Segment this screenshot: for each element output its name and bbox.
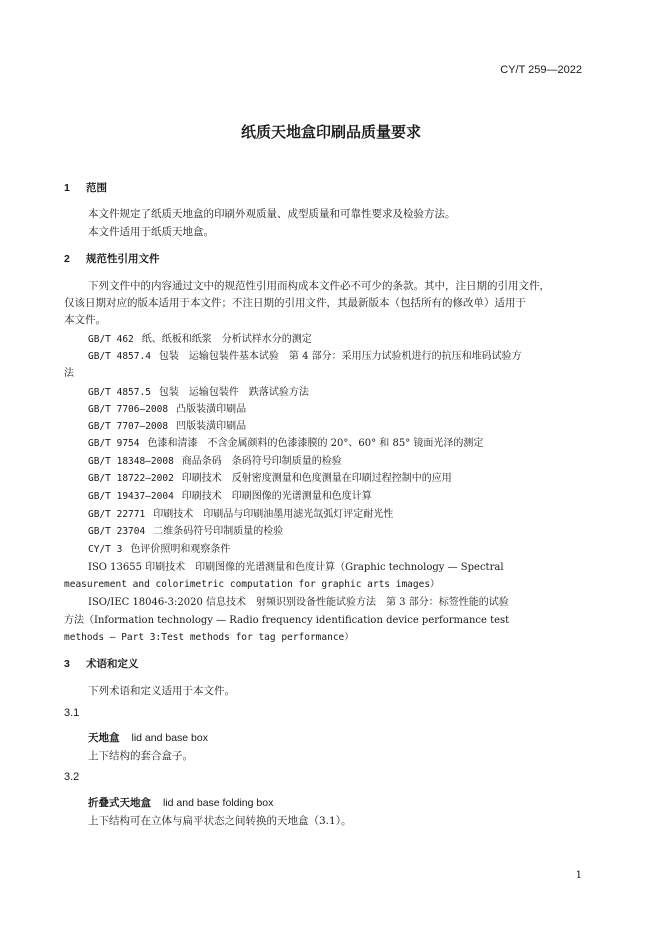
reference-item — [88, 347, 522, 362]
reference-title: 凸版装潢印刷品 — [176, 404, 247, 415]
reference-code: GB/T 18722—2002 — [88, 473, 174, 484]
term-en: lid and base folding box — [163, 797, 274, 809]
iso-18046-line-2: 方法（Information technology — Radio frequency identification device performance test — [64, 615, 510, 626]
reference-item — [88, 434, 483, 449]
normative-intro-line-2: 仅该日期对应的版本适用于本文件；不注日期的引用文件，其最新版本（包括所有的修改单）适用于 — [64, 297, 526, 309]
reference-code: GB/T 7706—2008 — [88, 404, 169, 415]
reference-title: 包装 运输包装件 跌落试验方法 — [158, 387, 309, 398]
reference-item — [88, 522, 283, 537]
reference-code: GB/T 4857.5 — [88, 387, 151, 398]
page-number: 1 — [575, 870, 582, 881]
reference-item — [88, 452, 342, 467]
reference-code: GB/T 462 — [88, 334, 134, 345]
term-number: 3.1 — [64, 707, 80, 719]
standard-code: CY/T 259—2022 — [500, 64, 582, 76]
reference-title: 包装 运输包装件基本试验 第 4 部分：采用压力试验机进行的抗压和堆码试验方 — [158, 351, 522, 362]
reference-item — [88, 400, 246, 415]
normative-intro-line-1: 下列文件中的内容通过文中的规范性引用而构成本文件必不可少的条款。其中，注日期的引用文件， — [88, 280, 550, 292]
reference-title: 纸、纸板和纸浆 分析试样水分的测定 — [141, 334, 312, 345]
section-number: 3 — [64, 658, 70, 670]
section-3-heading — [64, 656, 139, 671]
section-title: 术语和定义 — [86, 658, 139, 670]
reference-item — [88, 469, 452, 484]
iso-18046-line-1: ISO/IEC 18046-3:2020 信息技术 射频识别设备性能试验方法 第 3 部分：标签性能的试验 — [88, 597, 509, 608]
reference-code: GB/T 23704 — [88, 526, 146, 537]
iso-13655-line-1: ISO 13655 印刷技术 印刷图像的光谱测量和色度计算（Graphic technology — Spectral — [88, 562, 504, 573]
reference-title: 印刷技术 印刷图像的光谱测量和色度计算 — [181, 491, 372, 502]
document-title: 纸质天地盒印刷品质量要求 — [240, 124, 421, 141]
reference-code: GB/T 4857.4 — [88, 351, 151, 362]
reference-title: 凹版装潢印刷品 — [176, 421, 247, 432]
scope-paragraph-1: 本文件规定了纸质天地盒的印刷外观质量、成型质量和可靠性要求及检验方法。 — [88, 208, 456, 220]
term-zh: 天地盒 — [88, 732, 120, 744]
section-1-heading — [64, 180, 107, 195]
reference-item — [88, 330, 312, 345]
term-definition: 上下结构的套合盒子。 — [88, 750, 193, 762]
term-definition: 上下结构可在立体与扁平状态之间转换的天地盒（3.1）。 — [88, 815, 352, 827]
term-en: lid and base box — [131, 732, 208, 744]
reference-item — [88, 417, 246, 432]
section-number: 2 — [64, 253, 70, 265]
normative-intro-line-3: 本文件。 — [64, 314, 106, 326]
reference-code: GB/T 18348—2008 — [88, 456, 174, 467]
reference-title: 色漆和清漆 不含金属颜料的色漆漆膜的 20°、60° 和 85° 镜面光泽的测定 — [147, 438, 484, 449]
reference-item — [88, 487, 372, 502]
term-zh: 折叠式天地盒 — [88, 797, 151, 809]
reference-title: 印刷技术 印刷品与印刷油墨用滤光氙弧灯评定耐光性 — [153, 509, 394, 520]
term-heading — [88, 795, 273, 810]
scope-paragraph-2: 本文件适用于纸质天地盒。 — [88, 226, 214, 238]
section-2-heading — [64, 251, 160, 266]
terms-intro: 下列术语和定义适用于本文件。 — [88, 685, 235, 697]
iso-13655-line-2: measurement and colorimetric computation for graphic arts images） — [64, 579, 440, 590]
reference-item — [88, 540, 230, 555]
iso-18046-line-3: methods — Part 3:Test methods for tag performance） — [64, 632, 354, 643]
reference-code: GB/T 9754 — [88, 438, 140, 449]
reference-code: GB/T 22771 — [88, 509, 146, 520]
reference-wrap-text: 法 — [64, 368, 74, 379]
reference-title: 二维条码符号印制质量的检验 — [153, 526, 284, 537]
reference-code: GB/T 7707—2008 — [88, 421, 169, 432]
term-number: 3.2 — [64, 771, 80, 783]
reference-item — [88, 505, 393, 520]
section-number: 1 — [64, 182, 70, 194]
section-title: 规范性引用文件 — [86, 253, 160, 265]
reference-title: 印刷技术 反射密度测量和色度测量在印刷过程控制中的应用 — [181, 473, 452, 484]
reference-item — [88, 383, 309, 398]
section-title: 范围 — [86, 182, 107, 194]
reference-code: GB/T 19437—2004 — [88, 491, 174, 502]
reference-title: 商品条码 条码符号印制质量的检验 — [181, 456, 342, 467]
term-heading — [88, 730, 208, 745]
reference-title: 色评价照明和观察条件 — [130, 544, 231, 555]
reference-code: CY/T 3 — [88, 544, 123, 555]
